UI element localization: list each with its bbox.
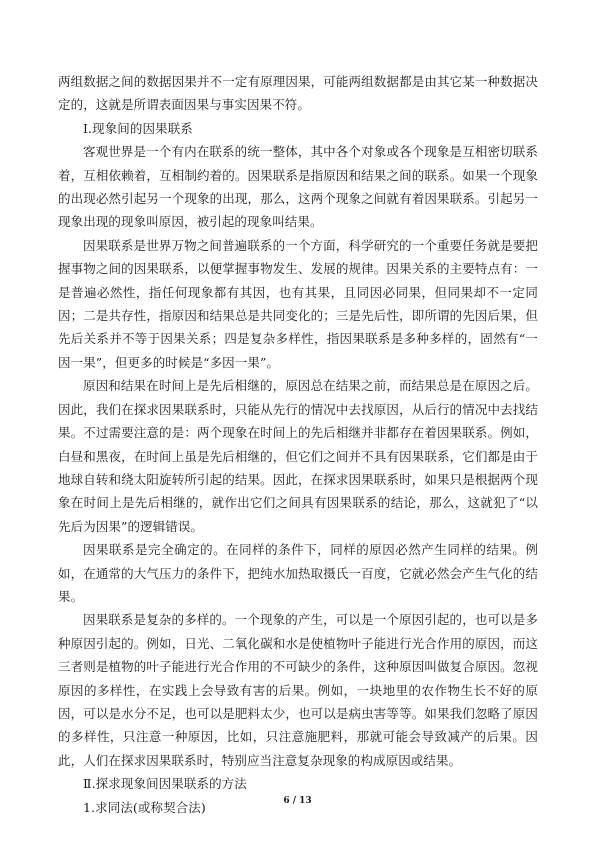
paragraph-determinism: 因果联系是完全确定的。在同样的条件下，同样的原因必然产生同样的结果。例如，在通常的大气压力的条件下，把纯水加热取摄氏一百度，它就必然会产生气化的结果。 bbox=[58, 542, 538, 604]
paragraph-temporal-order: 原因和结果在时间上是先后相继的，原因总在结果之前，而结果总是在原因之后。因此，我们在探求因果联系时，只能从先行的情况中去找原因，从后行的情况中去找结果。不过需要注意的是：两个现象在时间上的先后相继并非都存在着因果联系。例如，白昼和黑夜，在时间上虽是先后相继的，但它们之间并不具有因果联系，它们都是由于地球自转和绕太阳旋转所引起的结果。因此，在探求因果联系时，如果只是根据两个现象在时间上是先后相继的，就作出它们之间具有因果联系的结论，那么，这就犯了“以先后为因果”的逻辑错误。 bbox=[58, 378, 538, 534]
paragraph-universal-connection: 因果联系是世界万物之间普遍联系的一个方面，科学研究的一个重要任务就是要把握事物之间的因果联系，以便掌握事物发生、发展的规律。因果关系的主要特点有：一是普遍必然性，指任何现象都有其因，也有其果，且同因必同果，但同果却不一定同因；二是共存性，指原因和结果总是共同变化的；三是先后性，即所谓的先因后果，但先后关系并不等于因果关系；四是复杂多样性，指因果联系是多种多样的，固然有“一因一果”，但更多的时候是“多因一果”。 bbox=[58, 237, 538, 370]
paragraph-objective-world: 客观世界是一个有内在联系的统一整体，其中各个对象或各个现象是互相密切联系着，互相依赖着，互相制约着的。因果联系是指原因和结果之间的联系。如果一个现象的出现必然引起另一个现象的出现，那么，这两个现象之间就有着因果联系。引起另一现象出现的现象叫原因，被引起的现象叫结果。 bbox=[58, 144, 538, 230]
document-body bbox=[58, 70, 538, 819]
subsection-heading-method-1: 1.求同法(或称契合法) bbox=[83, 799, 206, 815]
section-heading-2: Ⅱ.探求现象间因果联系的方法 bbox=[83, 776, 247, 792]
paragraph-complexity: 因果联系是复杂的多样的。一个现象的产生，可以是一个原因引起的，也可以是多种原因引起的。例如，日光、二氧化碳和水是使植物叶子能进行光合作用的原因，而这三者则是植物的叶子能进行光合作用的不可缺少的条件，这种原因叫做复合原因。忽视原因的多样性，在实践上会导致有害的后果。例如，一块地里的农作物生长不好的原因，可以是水分不足，也可以是肥料太少，也可以是病虫害等等。如果我们忽略了原因的多样性，只注意一种原因，比如，只注意施肥料，那就可能会导致减产的后果。因此，人们在探求因果联系时，特别应当注意复杂现象的构成原因或结果。 bbox=[58, 612, 538, 768]
paragraph-intro: 两组数据之间的数据因果并不一定有原理因果，可能两组数据都是由其它某一种数据决定的，这就是所谓表面因果与事实因果不符。 bbox=[58, 74, 538, 113]
page-number: 6 / 13 bbox=[283, 796, 312, 806]
section-heading-1: Ⅰ.现象间的因果联系 bbox=[83, 120, 193, 136]
